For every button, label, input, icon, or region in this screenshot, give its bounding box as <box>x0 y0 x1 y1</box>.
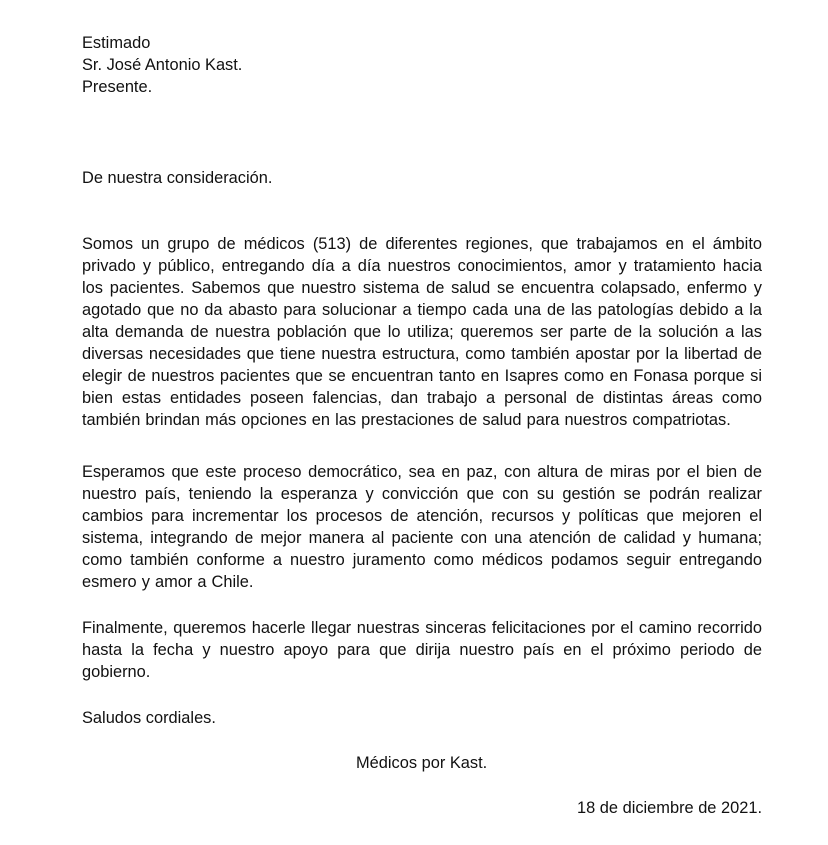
addressee-block <box>82 32 582 98</box>
signature-line: Médicos por Kast. <box>356 754 488 772</box>
presente-line: Presente. <box>82 78 153 96</box>
date-line: 18 de diciembre de 2021. <box>577 799 762 817</box>
body-paragraph-3: Finalmente, queremos hacerle llegar nuestras sinceras felicitaciones por el camino recorrido hasta la fecha y nuestro apoyo para que dirija nuestro país en el próximo periodo de gobierno. <box>82 619 762 681</box>
closing-line: Saludos cordiales. <box>82 709 216 727</box>
body-paragraph-2: Esperamos que este proceso democrático, sea en paz, con altura de miras por el bien de nuestro país, teniendo la esperanza y convicción que con su gestión se podrán realizar cambios para incrementar los procesos de atención, recursos y políticas que mejoren el sistema, integrando de mejor manera al paciente con una atención de calidad y humana; como también conforme a nuestro juramento como médicos podamos seguir entregando esmero y amor a Chile. <box>82 463 762 591</box>
body-paragraph-1: Somos un grupo de médicos (513) de diferentes regiones, que trabajamos en el ámbito privado y público, entregando día a día nuestros conocimientos, amor y tratamiento hacia los pacientes. Sabemos que nuestro sistema de salud se encuentra colapsado, enfermo y agotado que no da abasto para solucionar a tiempo cada una de las patologías debido a la alta demanda de nuestra población que lo utiliza; queremos ser parte de la solución a las diversas necesidades que tiene nuestra estructura, como también apostar por la libertad de elegir de nuestros pacientes que se encuentran tanto en Isapres como en Fonasa porque si bien estas entidades poseen falencias, dan trabajo a personal de distintas áreas como también brindan más opciones en las prestaciones de salud para nuestros compatriotas. <box>82 235 762 429</box>
greeting-line: De nuestra consideración. <box>82 169 273 187</box>
salutation-line: Estimado <box>82 34 151 52</box>
recipient-name: Sr. José Antonio Kast. <box>82 56 243 74</box>
